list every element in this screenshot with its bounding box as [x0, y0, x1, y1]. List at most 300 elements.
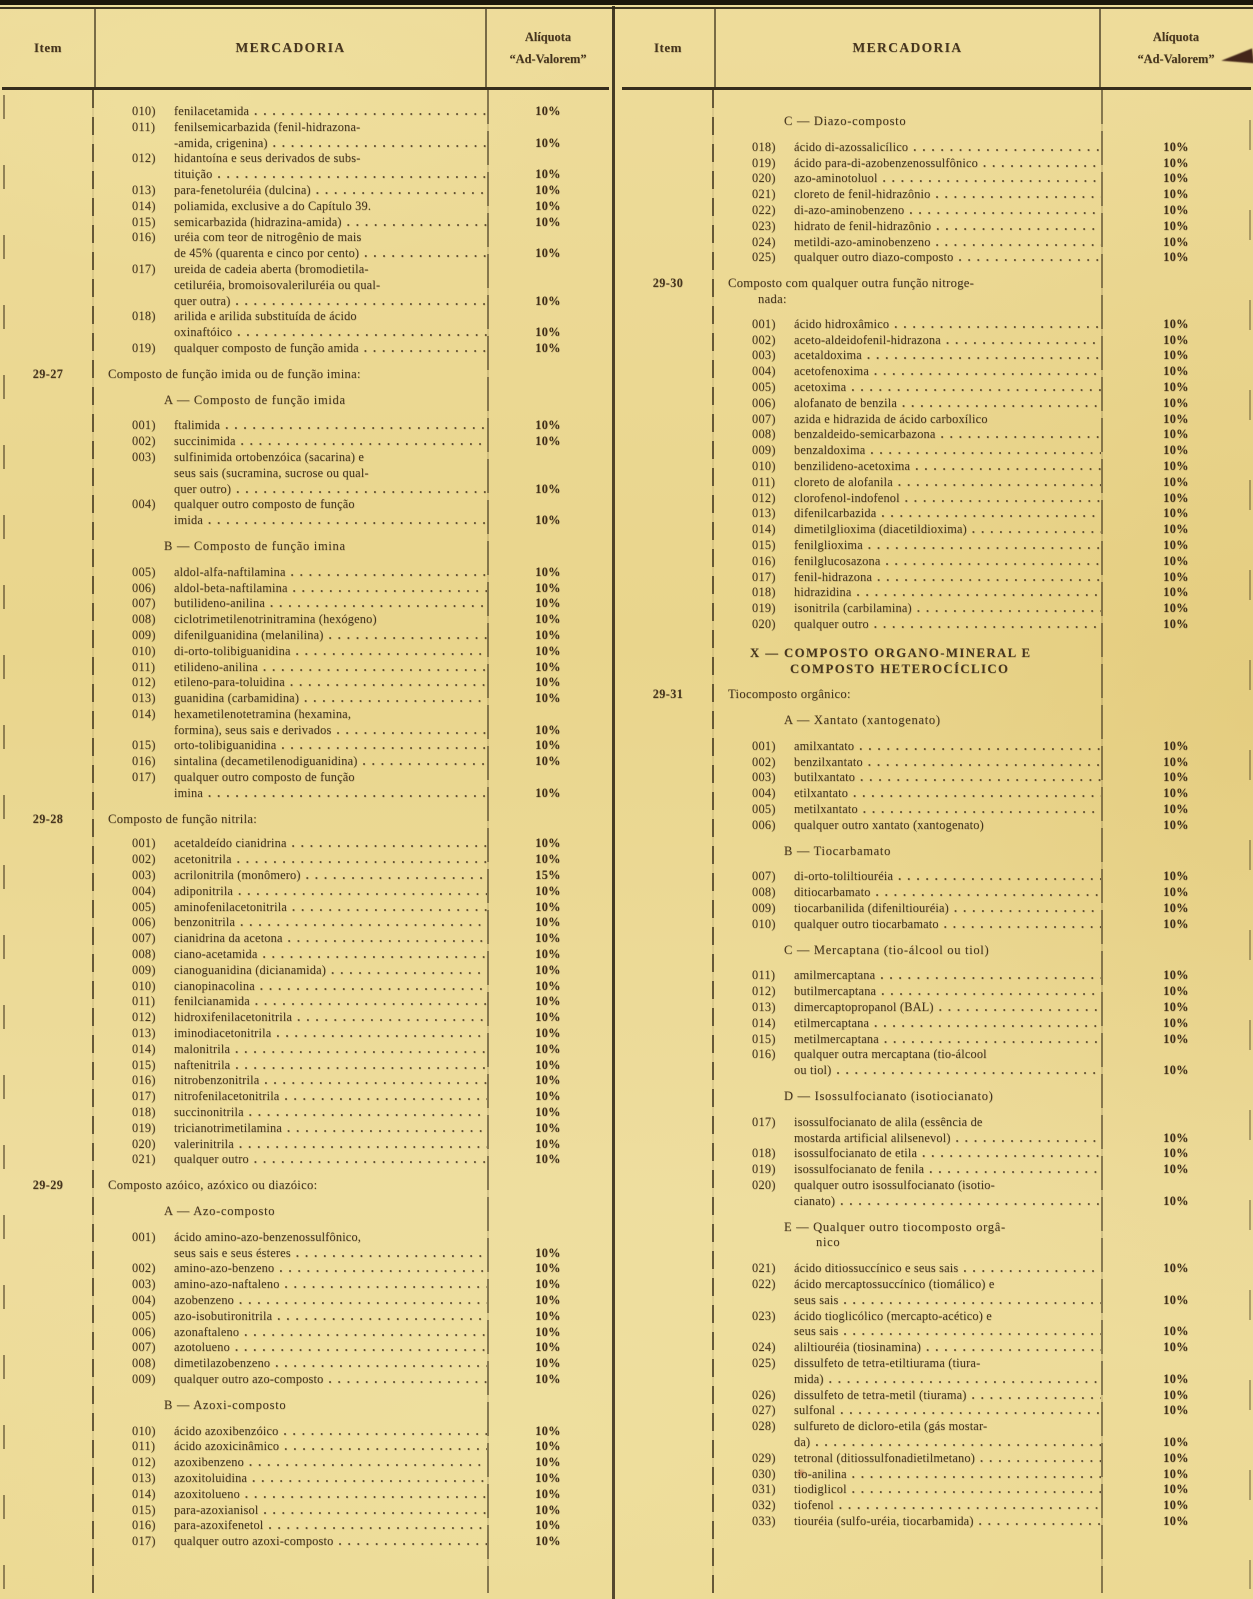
entry-code: 019) [132, 1120, 156, 1135]
entry-rate: 10% [1163, 187, 1189, 202]
entry-lines [714, 1261, 1101, 1277]
entry-line [132, 1487, 487, 1503]
dot-leader [258, 1503, 487, 1519]
entry-rate: 10% [1163, 364, 1189, 379]
tariff-table-right [622, 9, 1251, 1599]
entry-line [132, 1277, 487, 1293]
entry-code: 016) [752, 1047, 776, 1062]
section-item-number: 29-27 [32, 366, 64, 381]
entry-rate: 10% [1163, 474, 1189, 489]
tariff-entry [714, 1403, 1251, 1419]
entry-rate: 10% [535, 104, 561, 118]
tariff-entry [714, 1115, 1251, 1147]
entry-rate: 10% [535, 1245, 561, 1260]
entry-line [132, 852, 487, 868]
entry-line [752, 869, 1101, 885]
dot-leader [287, 900, 487, 916]
entry-code: 012) [752, 490, 776, 505]
entry-line [132, 738, 487, 754]
entry-code: 003) [752, 348, 776, 363]
entry-line [132, 1089, 487, 1105]
entry-code: 012) [132, 675, 156, 690]
entry-text: fenilsemicarbazida (fenil-hidrazona- [174, 119, 361, 134]
entry-text: azo-aminotoluol [794, 171, 878, 186]
entry-lines [714, 818, 1101, 834]
entry-lines [714, 348, 1101, 364]
entry-text: metildi-azo-aminobenzeno [794, 234, 931, 249]
block-body [94, 367, 609, 383]
dot-leader [292, 1010, 487, 1026]
entry-text: ácido ditiossuccínico e seus sais [794, 1261, 959, 1276]
entry-code: 010) [752, 916, 776, 931]
entry-line [752, 427, 1101, 443]
block-body [94, 393, 609, 409]
entry-code: 007) [132, 931, 156, 946]
entry-lines [94, 1230, 487, 1262]
entry-text: tiodiglicol [794, 1482, 847, 1497]
dot-leader [258, 660, 487, 676]
dot-leader [924, 1162, 1101, 1178]
tariff-entry [714, 770, 1251, 786]
section-row [622, 276, 1251, 308]
entry-text: hexametilenotetramina (hexamina, [174, 706, 352, 721]
entry-rate: 10% [535, 883, 561, 898]
entry-code: 011) [752, 474, 776, 489]
tariff-entry [94, 691, 609, 707]
entry-line [752, 219, 1101, 235]
entry-text: ácido hidroxâmico [794, 316, 890, 331]
entry-lines [94, 596, 487, 612]
entry-text: di-orto-tolibiguanidina [174, 643, 291, 658]
entry-text: sulfinimida ortobenzóica (sacarina) e [174, 449, 365, 464]
entry-code: 014) [752, 522, 776, 537]
entry-lines [714, 885, 1101, 901]
entry-lines [94, 215, 487, 231]
entry-line [752, 1146, 1101, 1162]
entry-code: 020) [132, 1136, 156, 1151]
dot-leader [359, 341, 487, 357]
entry-line [132, 1010, 487, 1026]
entry-code: 020) [752, 1178, 776, 1193]
tariff-entry [94, 1534, 609, 1550]
entry-rate: 10% [535, 564, 561, 579]
entry-lines [714, 333, 1101, 349]
entry-line [132, 596, 487, 612]
entry-text: qualquer outro [174, 1152, 249, 1167]
block-body [714, 943, 1251, 959]
entry-code: 001) [132, 1229, 156, 1244]
tariff-entry [714, 235, 1251, 251]
entry-text: mida) [794, 1371, 824, 1386]
entry-text: acrilonitrila (monômero) [174, 868, 301, 883]
entry-rate: 10% [535, 852, 561, 867]
dot-leader [288, 581, 487, 597]
tariff-entry [714, 1178, 1251, 1210]
entry-code: 016) [132, 1073, 156, 1088]
entry-rate: 10% [535, 418, 561, 433]
block-body [714, 687, 1251, 703]
entry-text: butilxantato [794, 770, 856, 785]
entry-text: ou tiol) [794, 1063, 832, 1078]
entry-code: 019) [752, 1162, 776, 1177]
entry-lines [94, 1471, 487, 1487]
block-body [714, 713, 1251, 729]
dot-leader [893, 869, 1101, 885]
entry-lines [94, 836, 487, 852]
entry-lines [714, 770, 1101, 786]
entry-line [752, 786, 1101, 802]
entry-rate: 10% [1163, 379, 1189, 394]
entry-text: arilida e arilida substituída de ácido [174, 309, 357, 324]
item-number-cell [622, 713, 714, 729]
tariff-entry [94, 1471, 609, 1487]
entry-code: 010) [752, 458, 776, 473]
item-number-cell [2, 565, 94, 802]
entry-line [752, 443, 1101, 459]
entry-line [752, 770, 1101, 786]
entry-line [752, 506, 1101, 522]
item-number-cell [622, 1115, 714, 1210]
header-item-label: Item [34, 40, 62, 55]
dot-leader [931, 219, 1101, 235]
entry-code: 014) [132, 198, 156, 213]
tariff-entry [94, 1089, 609, 1105]
entry-line [752, 1162, 1101, 1178]
block-body [714, 1261, 1251, 1530]
entry-lines [94, 979, 487, 995]
block-body [714, 1115, 1251, 1210]
entry-rate: 10% [1163, 1340, 1189, 1355]
entry-text: azoxibenzeno [174, 1455, 244, 1470]
entry-code: 004) [132, 883, 156, 898]
tariff-entry [714, 1467, 1251, 1483]
tariff-entry [714, 171, 1251, 187]
sub-row [622, 1220, 1251, 1252]
entry-rate: 10% [535, 754, 561, 769]
entry-lines [94, 1487, 487, 1503]
dot-leader [274, 1261, 487, 1277]
entry-line [752, 171, 1101, 187]
entry-line [752, 739, 1101, 755]
entry-rate: 10% [1163, 569, 1189, 584]
dot-leader [872, 570, 1101, 586]
entry-rate: 10% [535, 691, 561, 706]
entry-code: 017) [132, 261, 156, 276]
dot-leader [282, 1121, 487, 1137]
section-row [2, 1178, 609, 1194]
entry-rate: 10% [535, 1518, 561, 1533]
item-number-cell [2, 104, 94, 357]
entry-line [752, 203, 1101, 219]
entry-text: adiponitrila [174, 883, 234, 898]
section-title: Composto com qualquer outra função nitroge- [728, 276, 975, 291]
entry-line [132, 418, 487, 434]
entry-rate: 10% [1163, 506, 1189, 521]
entry-code: 019) [132, 340, 156, 355]
entry-line [132, 1058, 487, 1074]
entry-text: guanidina (carbamidina) [174, 691, 300, 706]
entry-text: dissulfeto de tetra-metil (tiurama) [794, 1387, 967, 1402]
dot-leader [847, 1467, 1101, 1483]
entry-code: 008) [132, 947, 156, 962]
entry-code: 004) [132, 1292, 156, 1307]
dot-leader [331, 723, 487, 739]
dot-leader [879, 1032, 1101, 1048]
entry-text: di-orto-toliltiouréia [794, 869, 894, 884]
entry-rate: 10% [1163, 968, 1189, 983]
entry-text: sulfonal [794, 1403, 836, 1418]
entry-code: 016) [132, 754, 156, 769]
entry-text: isossulfocianato de etila [794, 1146, 918, 1161]
sub-title: nico [816, 1235, 841, 1250]
entry-text: qualquer outro azo-composto [174, 1371, 324, 1386]
entry-lines [94, 947, 487, 963]
entry-text: aceto-aldeidofenil-hidrazona [794, 332, 941, 347]
dot-leader [235, 915, 487, 931]
table-body-right [622, 90, 1251, 1530]
block-body [94, 1230, 609, 1388]
tariff-entry [94, 738, 609, 754]
entry-text: tio-anilina [794, 1466, 847, 1481]
entries-group [2, 418, 609, 529]
entry-text: qualquer outro composto de função [174, 497, 355, 512]
item-number-cell [2, 393, 94, 409]
dot-leader [230, 1042, 487, 1058]
entry-code: 005) [752, 802, 776, 817]
entry-code: 001) [132, 418, 156, 433]
entry-rate: 10% [535, 931, 561, 946]
entry-text: amilmercaptana [794, 968, 876, 983]
entry-text: azo-isobutironitrila [174, 1308, 273, 1323]
entry-code: 007) [752, 869, 776, 884]
tariff-entry [714, 427, 1251, 443]
dot-leader [239, 1325, 487, 1341]
entry-rate: 10% [535, 513, 561, 528]
tariff-entry [94, 1137, 609, 1153]
entry-lines [714, 364, 1101, 380]
dot-leader [263, 1518, 487, 1534]
dot-leader [847, 1482, 1101, 1498]
entry-line [132, 1503, 487, 1519]
dot-leader [291, 644, 487, 660]
entry-line [752, 901, 1101, 917]
tariff-entry [94, 1152, 609, 1168]
tariff-entry [714, 396, 1251, 412]
block-body [714, 114, 1251, 130]
entry-rate: 10% [1163, 916, 1189, 931]
entry-lines [714, 984, 1101, 1000]
entry-code: 002) [132, 434, 156, 449]
tariff-entry [714, 1000, 1251, 1016]
entry-lines [94, 1372, 487, 1388]
dot-leader [908, 140, 1101, 156]
entry-lines [714, 235, 1101, 251]
tariff-entry [714, 333, 1251, 349]
dot-leader [862, 348, 1101, 364]
entry-code: 009) [752, 443, 776, 458]
entry-line [752, 1047, 1101, 1063]
entry-line [132, 1439, 487, 1455]
entry-line [132, 644, 487, 660]
entry-code: 019) [752, 601, 776, 616]
entry-line [132, 341, 487, 357]
section-title: Composto azóico, azóxico ou diazóico: [108, 1178, 318, 1193]
entry-lines [714, 412, 1101, 428]
entry-lines [94, 884, 487, 900]
tariff-entry [94, 644, 609, 660]
entry-line [132, 1152, 487, 1168]
dot-leader [270, 1356, 487, 1372]
section-item-number: 29-29 [32, 1178, 64, 1193]
item-number-cell [622, 317, 714, 633]
entry-line-cont [752, 1063, 1101, 1079]
entry-lines [94, 1121, 487, 1137]
tariff-entry [714, 140, 1251, 156]
entry-lines [714, 396, 1101, 412]
dot-leader [855, 770, 1101, 786]
entry-text: iminodiacetonitrila [174, 1026, 272, 1041]
block-body [94, 1204, 609, 1220]
entry-rate: 10% [535, 1261, 561, 1276]
sub-title: E — Qualquer outro tiocomposto orgâ- [784, 1219, 1006, 1234]
dot-leader [869, 1016, 1101, 1032]
entry-line [132, 707, 487, 723]
entry-line [132, 1518, 487, 1534]
entry-text: ácido di-azossalicílico [794, 139, 909, 154]
entry-lines [94, 1340, 487, 1356]
entry-code: 007) [752, 411, 776, 426]
entry-line-cont [752, 1293, 1101, 1309]
dot-leader [276, 738, 487, 754]
entry-line [132, 612, 487, 628]
entry-code: 014) [752, 1015, 776, 1030]
entry-line [132, 230, 487, 246]
entry-line [752, 235, 1101, 251]
entry-rate: 10% [1163, 1162, 1189, 1177]
dot-leader [936, 427, 1101, 443]
item-number-cell [622, 844, 714, 860]
entry-lines [714, 1032, 1101, 1048]
entry-line [132, 1026, 487, 1042]
dot-leader [203, 786, 487, 802]
entry-lines [94, 418, 487, 434]
entry-lines [94, 1518, 487, 1534]
tariff-entry [714, 491, 1251, 507]
dot-leader [839, 1324, 1102, 1340]
entry-line [752, 885, 1101, 901]
entry-code: 030) [752, 1466, 776, 1481]
entry-line [132, 262, 487, 278]
sub-row [622, 844, 1251, 860]
dot-leader [904, 203, 1101, 219]
entry-lines [94, 900, 487, 916]
dot-leader [875, 968, 1101, 984]
entry-text: cloreto de fenil-hidrazônio [794, 187, 931, 202]
block-body [714, 739, 1251, 834]
entry-line [752, 617, 1101, 633]
entry-lines [94, 1105, 487, 1121]
dot-leader [876, 984, 1101, 1000]
entry-text: aminofenilacetonitrila [174, 899, 287, 914]
entry-line [752, 333, 1101, 349]
entry-lines [714, 427, 1101, 443]
entry-rate: 10% [535, 643, 561, 658]
entry-rate: 10% [535, 1010, 561, 1025]
entry-text: difenilcarbazida [794, 506, 877, 521]
item-number-cell [622, 869, 714, 932]
entry-line [752, 522, 1101, 538]
entry-code: 007) [132, 596, 156, 611]
entry-text: etilideno-anilina [174, 659, 258, 674]
entry-text: fenilglucosazona [794, 553, 881, 568]
entry-line [132, 199, 487, 215]
dot-leader [234, 1137, 487, 1153]
entry-code: 013) [132, 182, 156, 197]
item-number-cell [622, 968, 714, 1079]
tariff-entry [94, 979, 609, 995]
entry-rate: 10% [1163, 427, 1189, 442]
entry-lines [94, 994, 487, 1010]
tariff-entry [94, 1503, 609, 1519]
section-title: Composto de função imida ou de função imina: [108, 366, 361, 381]
tariff-entry [94, 1424, 609, 1440]
entry-line [752, 570, 1101, 586]
entry-text: acetaldeído cianidrina [174, 836, 287, 851]
entry-lines [94, 565, 487, 581]
entry-text: amilxantato [794, 738, 855, 753]
tariff-entry [94, 852, 609, 868]
dot-leader [265, 596, 487, 612]
dot-leader [259, 1073, 487, 1089]
entry-text: isossulfocianato de alila (essência de [794, 1114, 983, 1129]
tariff-entry [714, 506, 1251, 522]
entry-lines [714, 187, 1101, 203]
block-body [94, 1398, 609, 1414]
dot-leader [258, 947, 487, 963]
entry-text: qualquer composto de função amida [174, 340, 359, 355]
entry-code: 021) [752, 1261, 776, 1276]
entry-line [752, 1467, 1101, 1483]
tariff-entry [714, 917, 1251, 933]
entry-text: uréia com teor de nitrogênio de mais [174, 230, 362, 245]
entry-line [752, 1000, 1101, 1016]
entry-text: succinonitrila [174, 1105, 244, 1120]
entry-text: ácido azoxibenzóico [174, 1423, 279, 1438]
tariff-entry [94, 1340, 609, 1356]
tariff-entry [94, 1042, 609, 1058]
entry-line [752, 601, 1101, 617]
entry-code: 011) [132, 1439, 156, 1454]
dot-leader [359, 246, 487, 262]
entry-text: quer outro) [174, 481, 232, 496]
entry-text: cloreto de alofanila [794, 474, 893, 489]
entry-line [132, 691, 487, 707]
dot-leader [231, 482, 487, 498]
entry-lines [94, 1503, 487, 1519]
entry-code: 021) [132, 1152, 156, 1167]
entry-text: azotolueno [174, 1340, 230, 1355]
tariff-entry [714, 1032, 1251, 1048]
entry-line-cont [752, 1372, 1101, 1388]
entry-lines [714, 1356, 1101, 1388]
entry-text: ácido azoxicinâmico [174, 1439, 280, 1454]
entry-lines [714, 1467, 1101, 1483]
entry-code: 008) [132, 1356, 156, 1371]
dot-leader [299, 691, 487, 707]
section-item-number: 29-28 [32, 811, 64, 826]
entry-rate: 10% [1163, 1063, 1189, 1078]
entry-code: 009) [132, 962, 156, 977]
